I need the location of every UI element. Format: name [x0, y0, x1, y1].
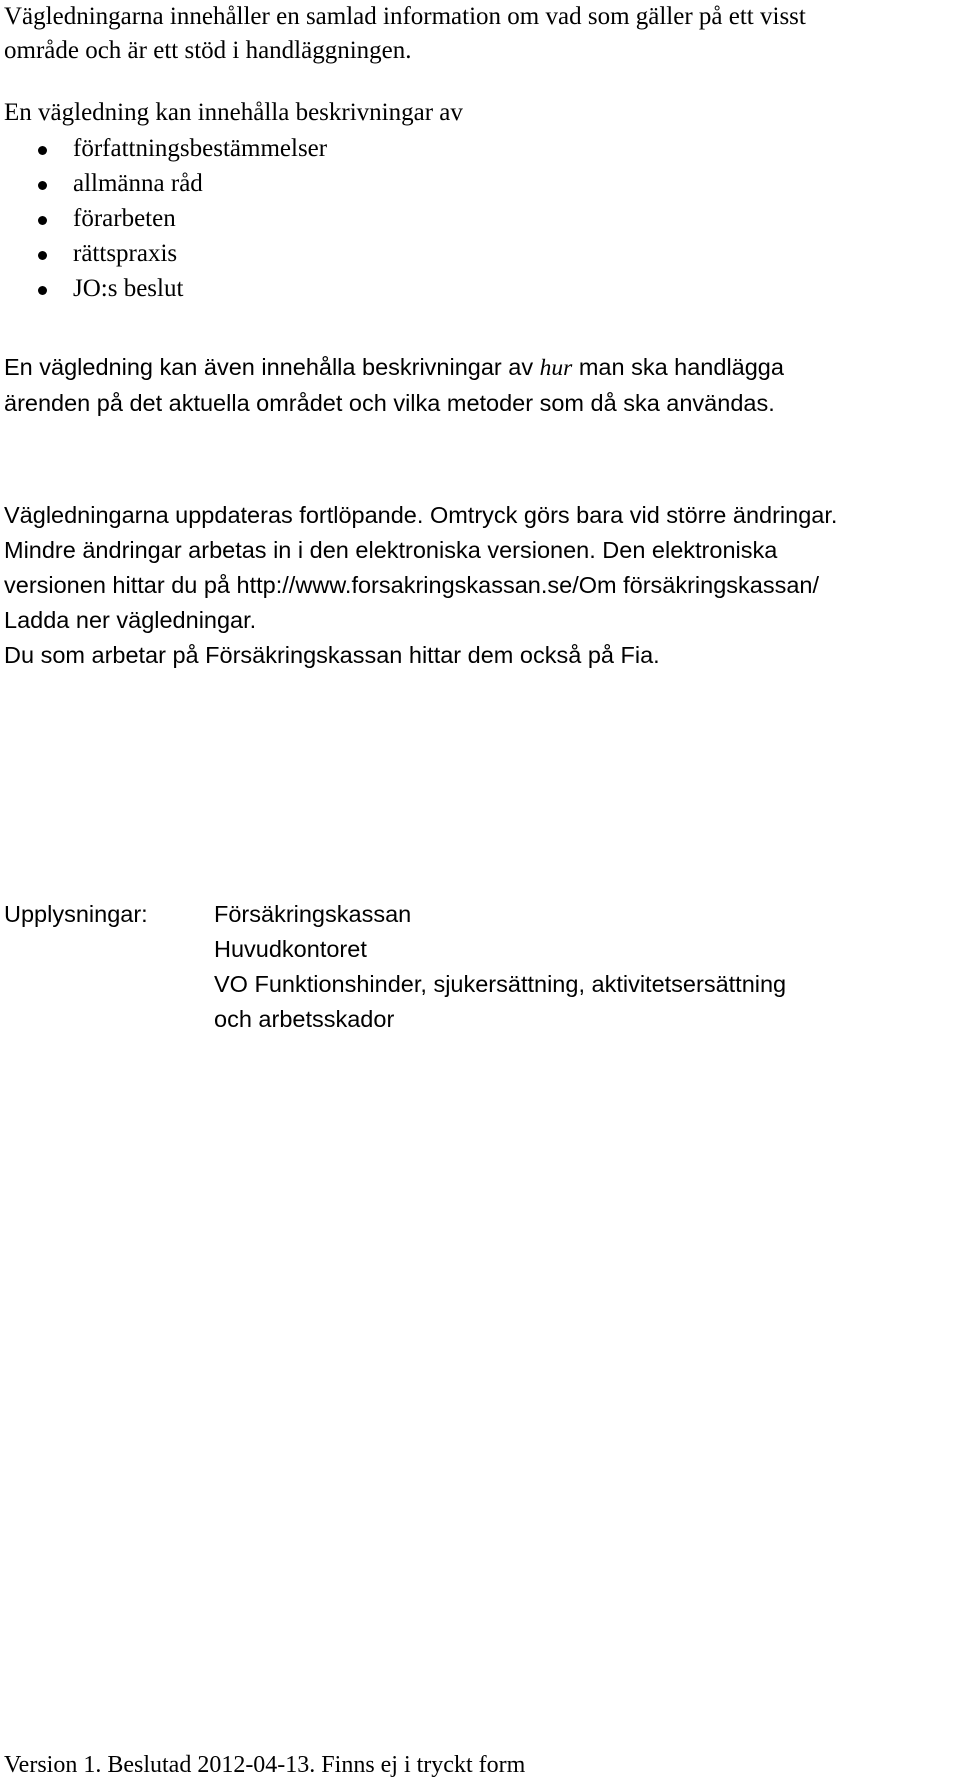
- bullet-icon: [38, 251, 47, 260]
- intro-line-1: Vägledningarna innehåller en samlad information om vad som gäller på ett visst: [4, 3, 806, 30]
- bullet-icon: [38, 286, 47, 295]
- bullet-icon: [38, 216, 47, 225]
- contact-label: Upplysningar:: [4, 901, 148, 927]
- bullet-icon: [38, 146, 47, 155]
- how-line-1-start: En vägledning kan även innehålla beskrivningar av: [4, 354, 540, 380]
- how-line-1: [4, 350, 954, 386]
- content-list-section: [4, 96, 954, 307]
- intro-line-2: område och är ett stöd i handläggningen.: [4, 37, 412, 64]
- contact-line: Huvudkontoret: [214, 936, 367, 962]
- intro-paragraph: [4, 0, 954, 68]
- list-item: [4, 132, 954, 167]
- list-item: [4, 167, 954, 202]
- how-line-2: ärenden på det aktuella området och vilka metoder som då ska användas.: [4, 390, 775, 416]
- list-item-label: förarbeten: [73, 205, 176, 232]
- list-item-label: allmänna råd: [73, 170, 203, 197]
- version-footer: Version 1. Beslutad 2012-04-13. Finns ej i tryckt form: [4, 1752, 526, 1778]
- contact-section: [4, 897, 954, 1037]
- updates-line: versionen hittar du på http://www.forsakringskassan.se/Om försäkringskassan/: [4, 572, 820, 598]
- contact-line: Försäkringskassan: [214, 901, 412, 927]
- updates-line: Mindre ändringar arbetas in i den elektroniska versionen. Den elektroniska: [4, 537, 778, 563]
- list-intro-text: En vägledning kan innehålla beskrivningar av: [4, 99, 463, 126]
- list-item: [4, 272, 954, 307]
- list-item: [4, 202, 954, 237]
- list-item-label: JO:s beslut: [73, 275, 184, 302]
- updates-line: Ladda ner vägledningar.: [4, 607, 257, 633]
- updates-line: Vägledningarna uppdateras fortlöpande. Omtryck görs bara vid större ändringar.: [4, 502, 838, 528]
- contact-line: VO Funktionshinder, sjukersättning, aktivitetsersättning: [214, 971, 787, 997]
- updates-paragraph: [4, 498, 954, 673]
- how-line-1-end: man ska handlägga: [572, 354, 784, 380]
- updates-line: Du som arbetar på Försäkringskassan hittar dem också på Fia.: [4, 642, 660, 668]
- content-list: [4, 132, 954, 307]
- how-emphasis: hur: [539, 355, 573, 381]
- bullet-icon: [38, 181, 47, 190]
- list-item-label: författningsbestämmelser: [73, 135, 328, 162]
- how-paragraph: [4, 350, 954, 421]
- contact-line: och arbetsskador: [214, 1006, 395, 1032]
- list-item: [4, 237, 954, 272]
- list-item-label: rättspraxis: [73, 240, 178, 267]
- contact-lines: [214, 897, 954, 1037]
